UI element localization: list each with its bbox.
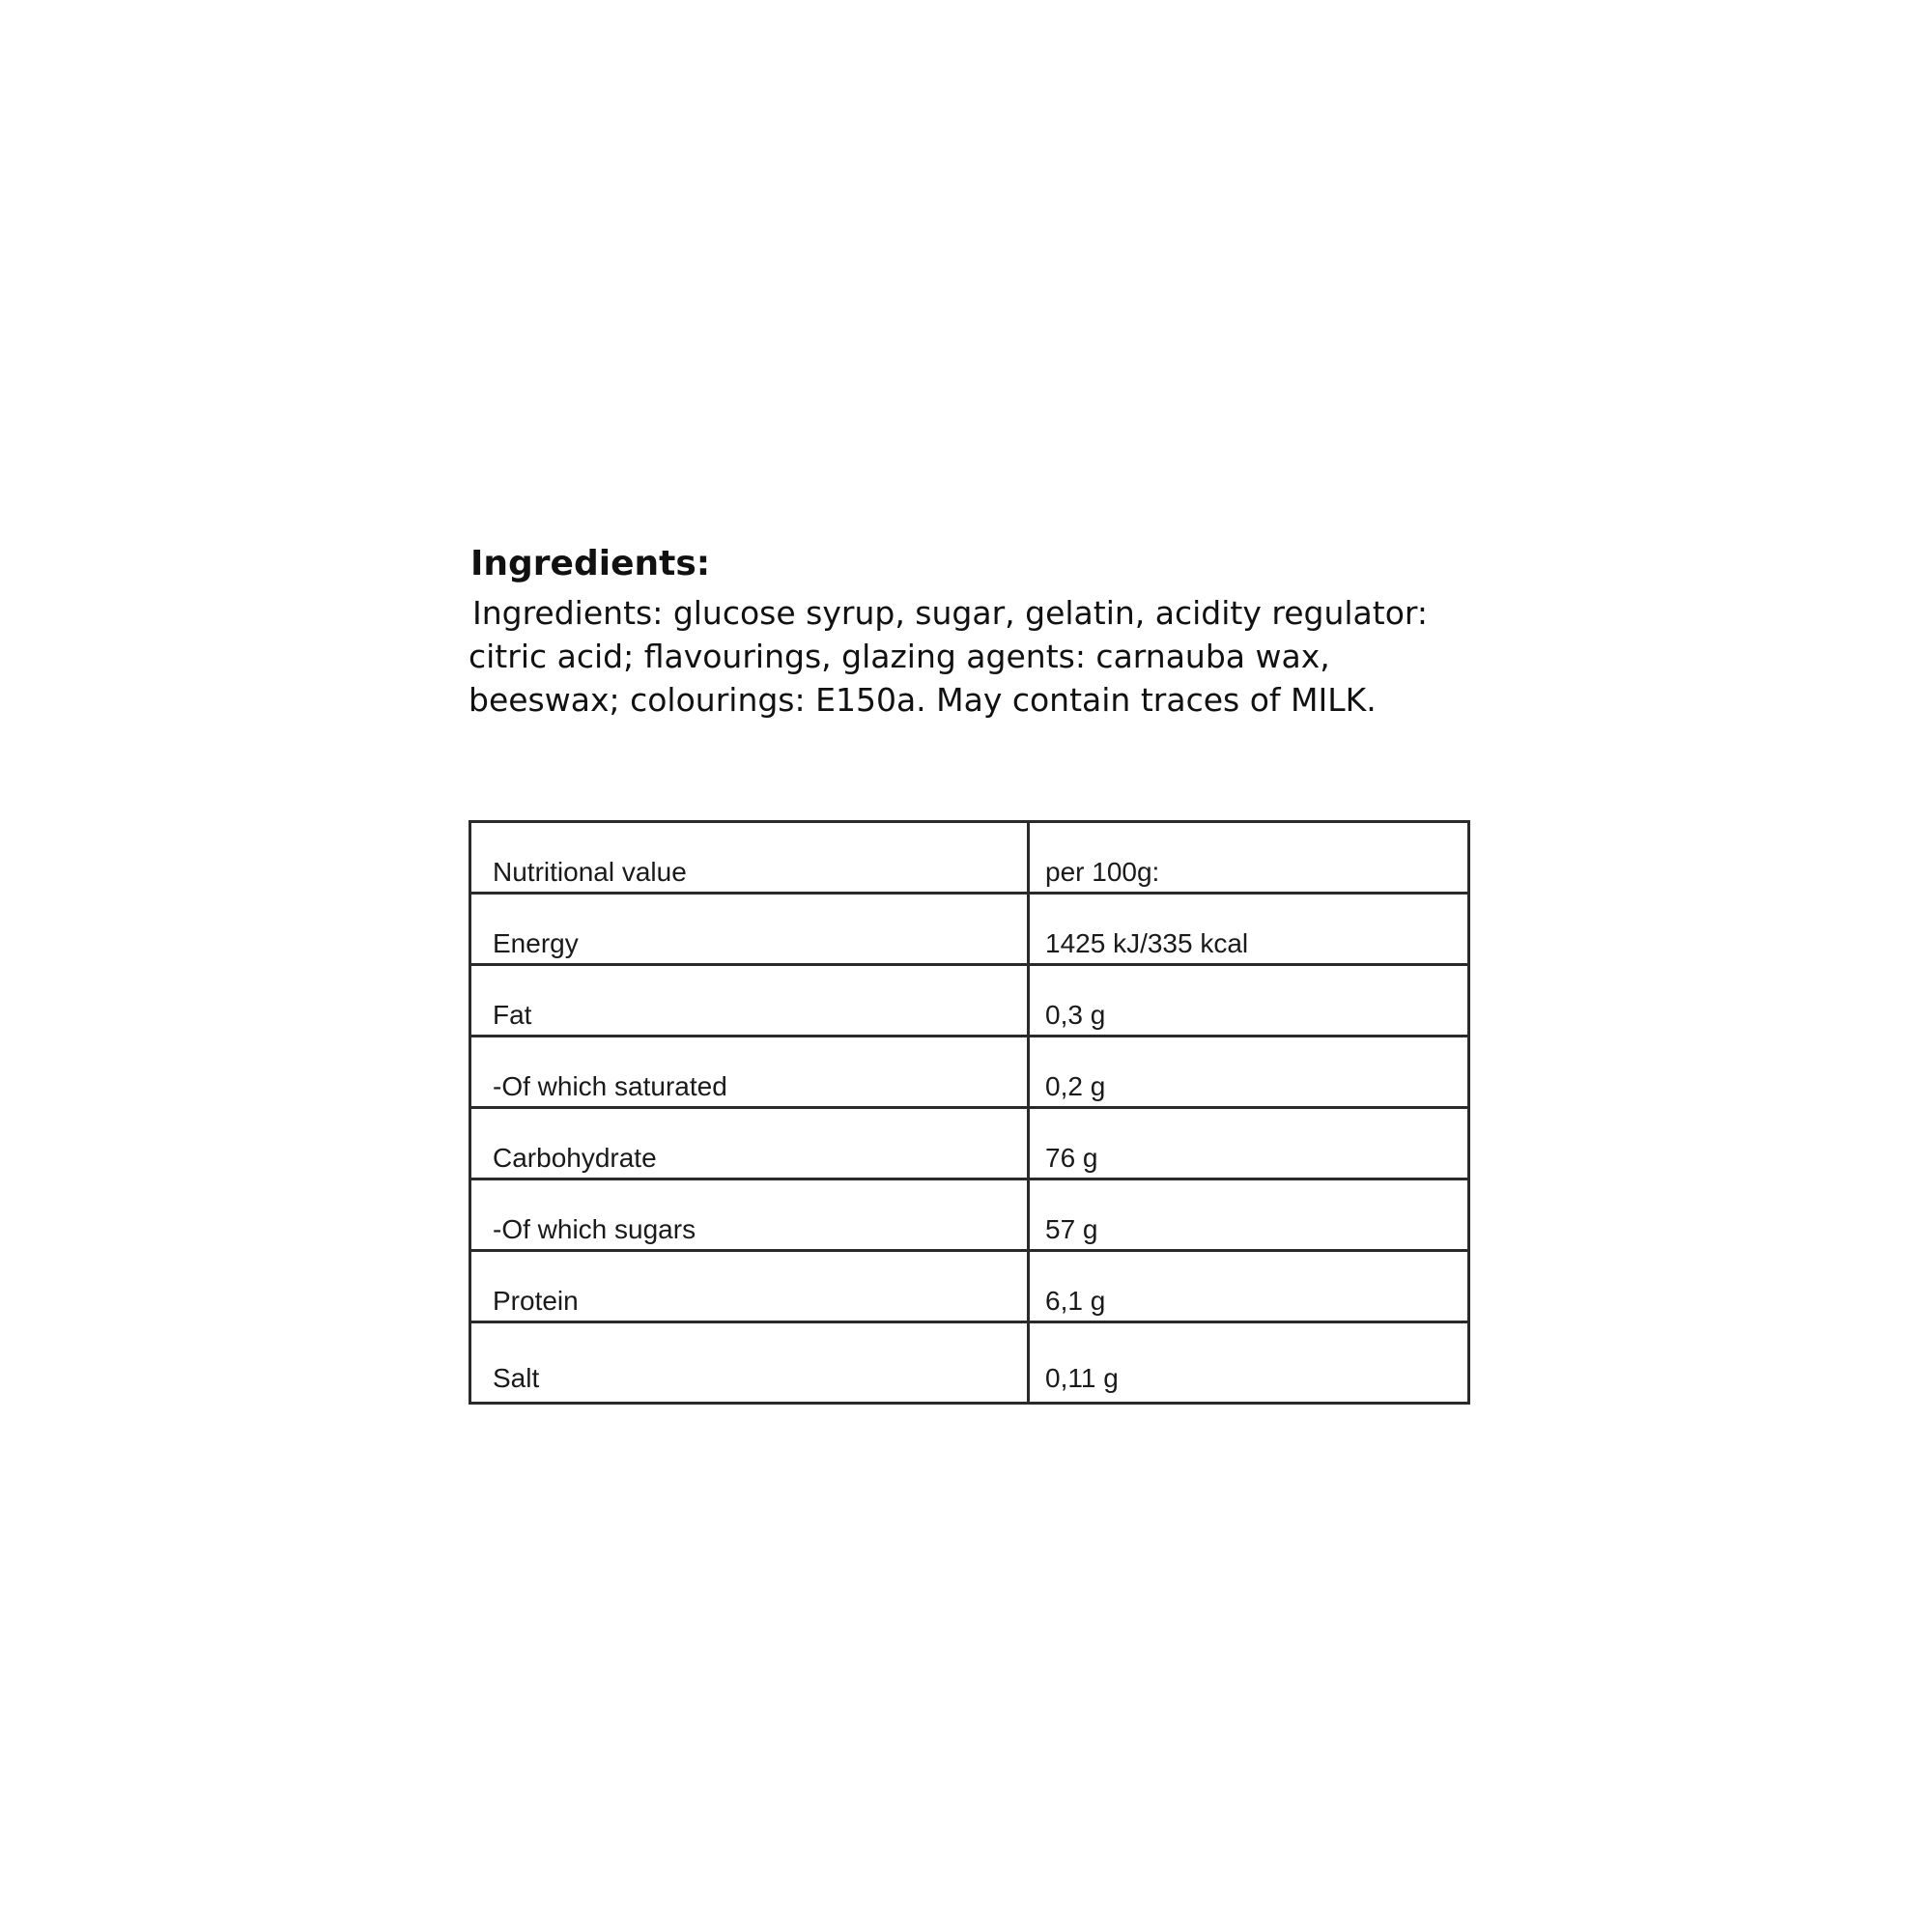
table-row bbox=[470, 1037, 1469, 1108]
table-row bbox=[470, 894, 1469, 965]
ingredients-text: Ingredients: glucose syrup, sugar, gelatin, acidity regulator: citric acid; flavourings, glazing agents: carnauba wax, beeswax; colourings: E150a. May contain traces of MILK. bbox=[469, 594, 1429, 719]
row-value: 0,2 g bbox=[1029, 1037, 1469, 1108]
row-label: Fat bbox=[470, 965, 1029, 1037]
table-row bbox=[470, 1322, 1469, 1404]
table-row bbox=[470, 965, 1469, 1037]
table-row bbox=[470, 1108, 1469, 1179]
table-row bbox=[470, 1251, 1469, 1322]
row-value: 0,3 g bbox=[1029, 965, 1469, 1037]
row-label: Carbohydrate bbox=[470, 1108, 1029, 1179]
nutrition-table bbox=[469, 820, 1470, 1405]
ingredients-heading: Ingredients: bbox=[470, 544, 711, 583]
row-value: 1425 kJ/335 kcal bbox=[1029, 894, 1469, 965]
header-value-cell: per 100g: bbox=[1029, 822, 1469, 894]
header-label-cell: Nutritional value bbox=[470, 822, 1029, 894]
table-row bbox=[470, 1179, 1469, 1251]
row-label: Energy bbox=[470, 894, 1029, 965]
row-value: 57 g bbox=[1029, 1179, 1469, 1251]
row-label: -Of which saturated bbox=[470, 1037, 1029, 1108]
row-value: 76 g bbox=[1029, 1108, 1469, 1179]
row-label: Salt bbox=[470, 1322, 1029, 1404]
row-label: Protein bbox=[470, 1251, 1029, 1322]
ingredients-section bbox=[469, 541, 1473, 722]
row-value: 0,11 g bbox=[1029, 1322, 1469, 1404]
table-header-row bbox=[470, 822, 1469, 894]
row-label: -Of which sugars bbox=[470, 1179, 1029, 1251]
row-value: 6,1 g bbox=[1029, 1251, 1469, 1322]
